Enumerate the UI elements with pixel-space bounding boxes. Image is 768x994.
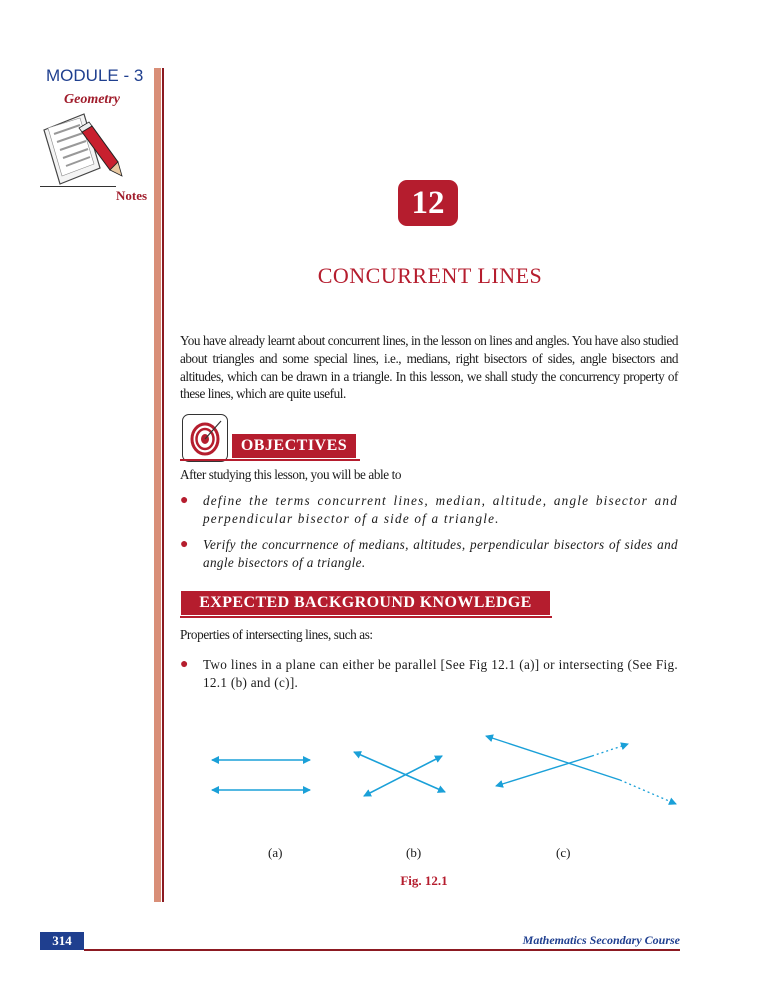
- target-icon: [183, 415, 227, 461]
- figure-label-c: (c): [556, 845, 571, 860]
- objectives-lead: After studying this lesson, you will be able to: [180, 467, 402, 482]
- background-lead: Properties of intersecting lines, such as:: [180, 627, 373, 642]
- module-title: MODULE - 3: [46, 66, 144, 85]
- chapter-number: 12: [398, 180, 458, 226]
- notes-rule: [40, 186, 116, 187]
- chapter-title: CONCURRENT LINES: [317, 263, 543, 288]
- page-number: 314: [40, 932, 84, 950]
- objective-item: ● define the terms concurrent lines, median, altitude, angle bisector and perpendicular bisector of a side of a triangle.: [180, 493, 678, 526]
- objectives-icon-box: [182, 414, 228, 462]
- notes-label: Notes: [116, 188, 148, 203]
- intro-paragraph: You have already learnt about concurrent lines, in the lesson on lines and angles. You have also studied about triangles and some special lines, i.e., medians, right bisectors of sides, angle bisectors and altitudes, which can be drawn in a triangle. In this lesson, we shall study the concurrency property of these lines, which are quite useful.: [180, 333, 678, 402]
- sidebar-bar: [154, 68, 161, 902]
- course-title: Mathematics Secondary Course: [522, 933, 680, 947]
- intersecting-lines-c: [486, 736, 676, 804]
- notes-icon: [38, 112, 128, 190]
- background-heading: EXPECTED BACKGROUND KNOWLEDGE: [199, 594, 532, 611]
- intersecting-lines-b: [354, 752, 445, 796]
- bullet-icon: ●: [180, 657, 189, 672]
- objective-item: ● Verify the concurrnence of medians, altitudes, perpendicular bisectors of sides and angle bisectors of a triangle.: [180, 537, 678, 570]
- figure-caption: Fig. 12.1: [400, 873, 448, 888]
- background-item: ● Two lines in a plane can either be parallel [See Fig 12.1 (a)] or intersecting (See Fig. 12.1 (b) and (c)].: [180, 657, 678, 690]
- bullet-icon: ●: [180, 537, 189, 552]
- background-rule: [180, 616, 552, 618]
- figure-12-1: [180, 720, 690, 840]
- footer-rule: [84, 949, 680, 951]
- sidebar-line: [162, 68, 164, 902]
- module-subject: Geometry: [64, 92, 120, 107]
- figure-label-b: (b): [406, 845, 422, 860]
- bullet-icon: ●: [180, 493, 189, 508]
- parallel-lines-a: [212, 760, 310, 790]
- objectives-heading: OBJECTIVES: [240, 437, 348, 454]
- objectives-rule: [180, 459, 360, 461]
- figure-label-a: (a): [268, 845, 283, 860]
